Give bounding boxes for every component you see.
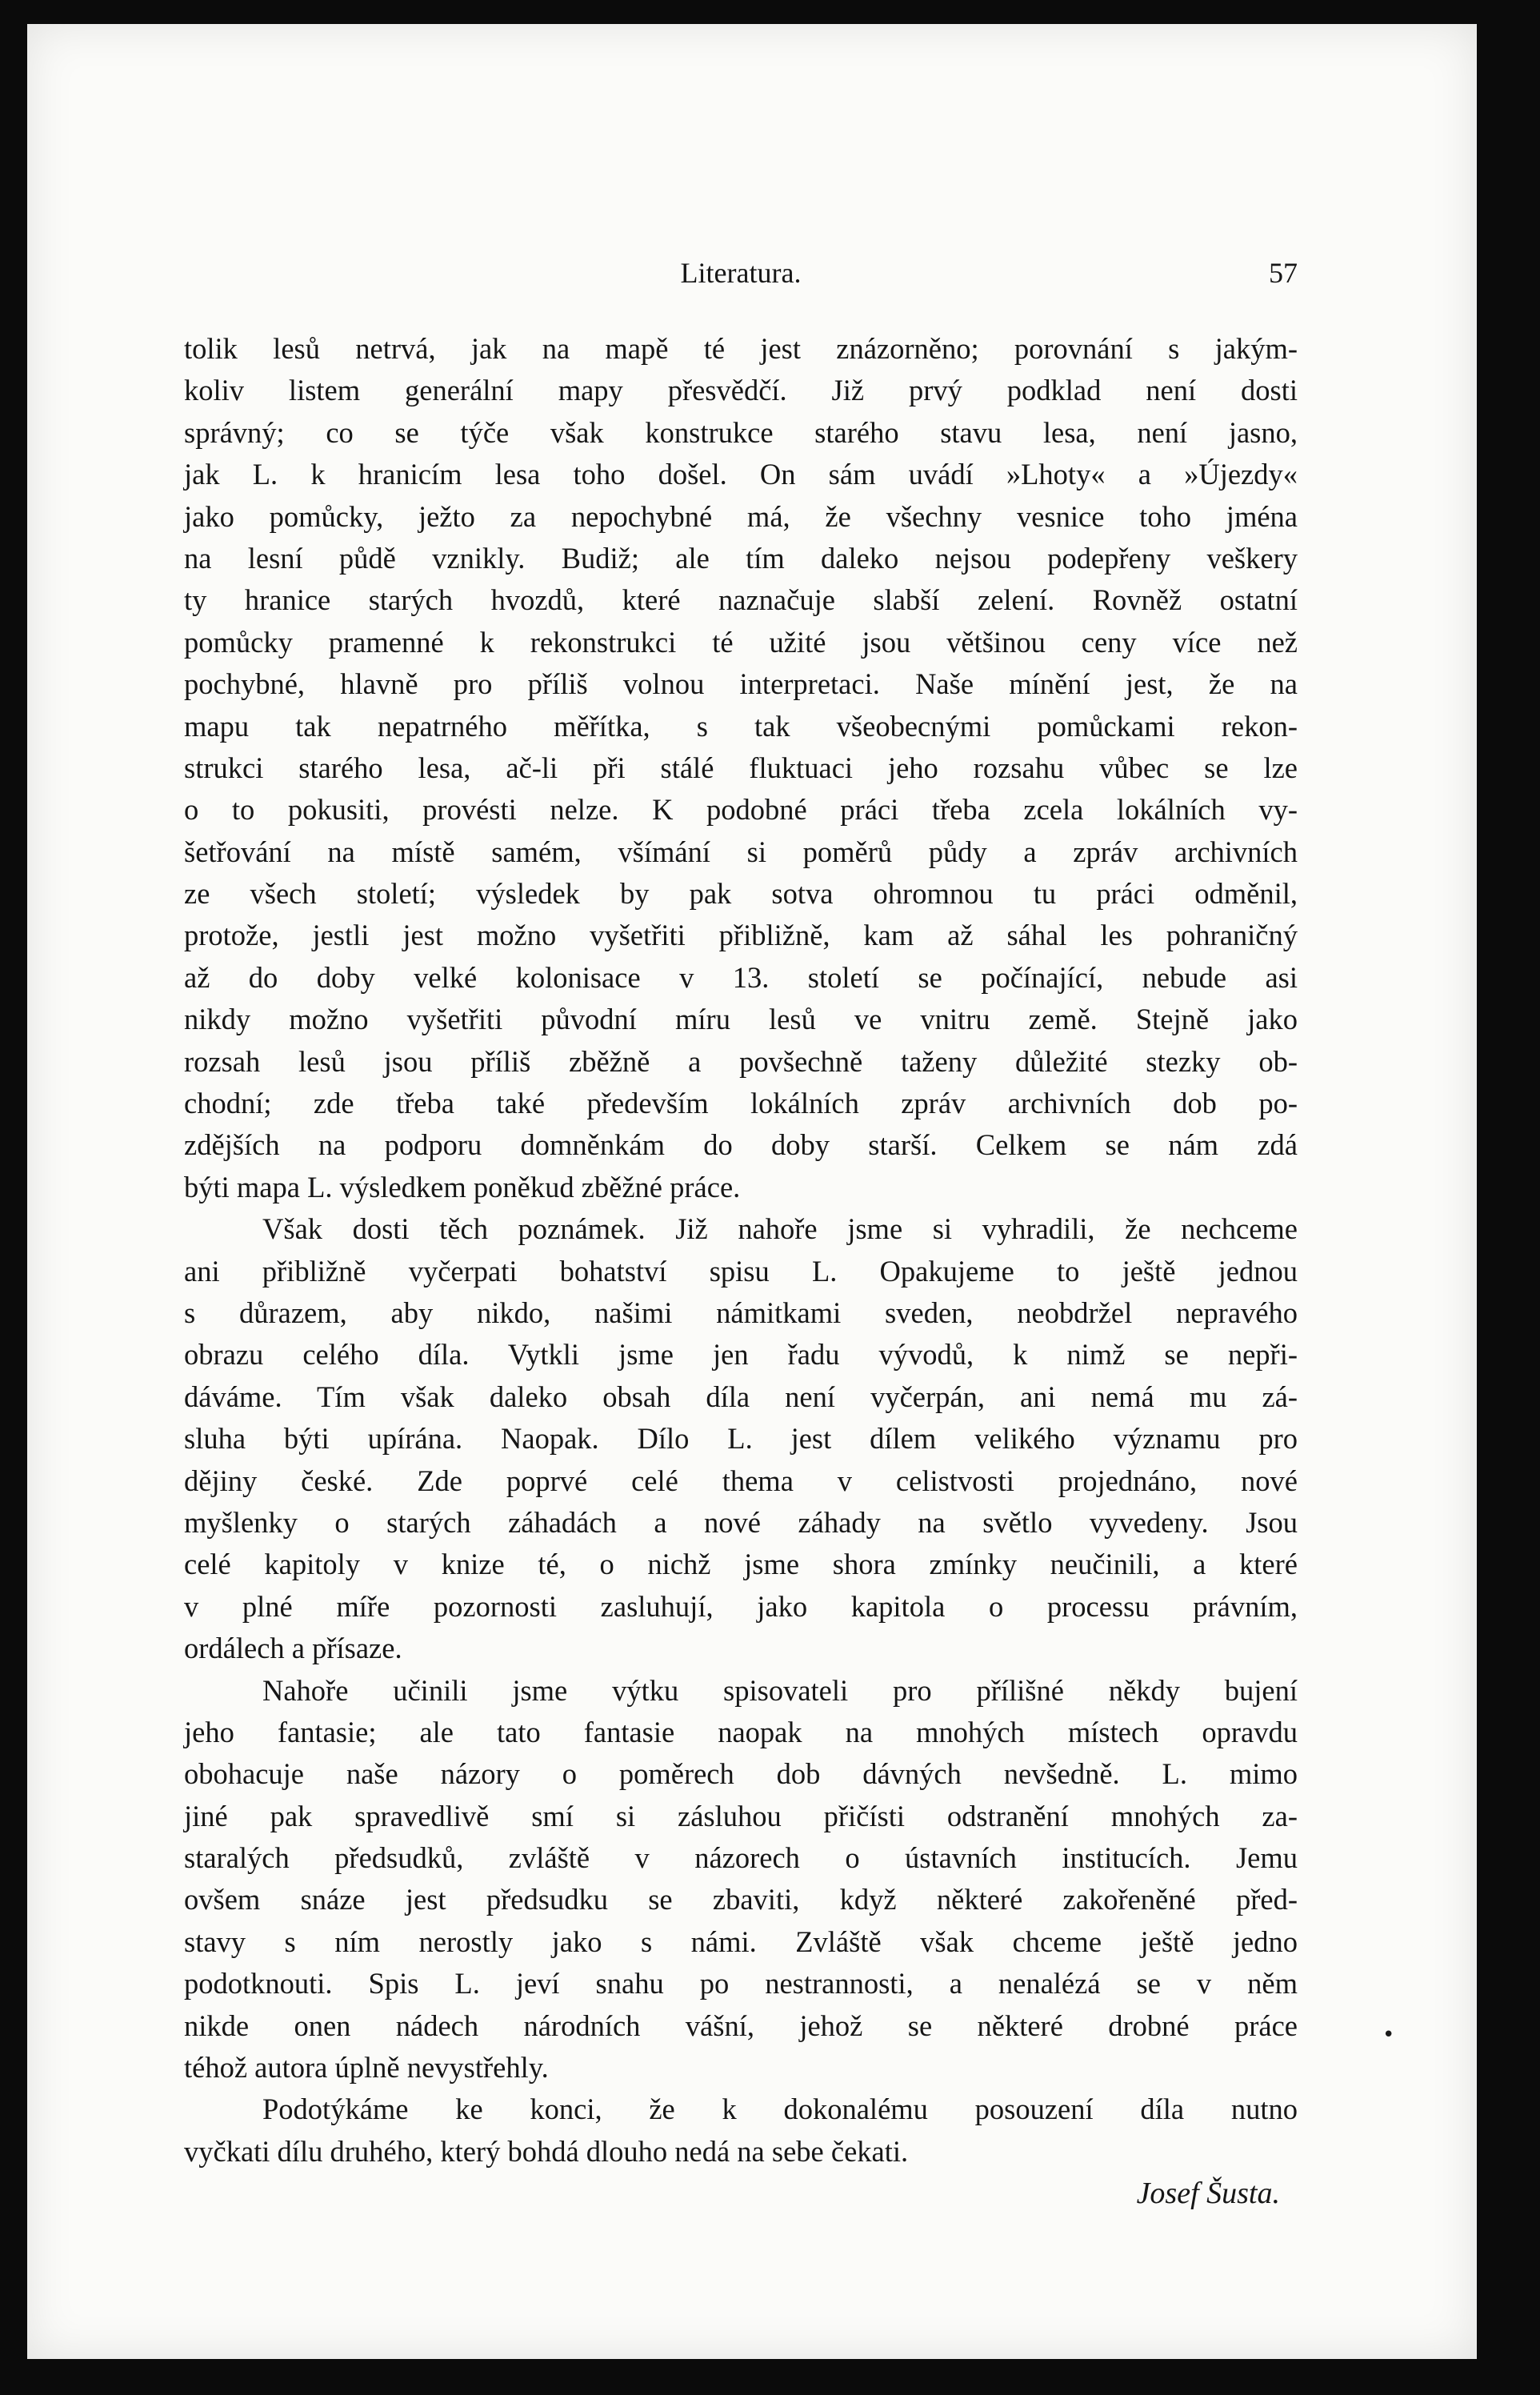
text-line: jiné pak spravedlivě smí si zásluhou přičísti odstranění mnohých za- xyxy=(184,1799,1298,1832)
text-line: správný; co se týče však konstrukce starého stavu lesa, není jasno, xyxy=(184,415,1298,449)
text-line: tolik lesů netrvá, jak na mapě té jest znázorněno; porovnání s jakým- xyxy=(184,332,1298,365)
text-line: podotknouti. Spis L. jeví snahu po nestrannosti, a nenalézá se v něm xyxy=(184,1967,1298,2001)
paragraph xyxy=(184,328,1298,1208)
margin-mark: • xyxy=(1382,2023,1395,2047)
text-line: až do doby velké kolonisace v 13. století se počínající, nebude asi xyxy=(184,960,1298,994)
body-text xyxy=(184,328,1298,2215)
text-line: obohacuje naše názory o poměrech dob dávných nevšedně. L. mimo xyxy=(184,1757,1298,1791)
text-line: pomůcky pramenné k rekonstrukci té užité jsou většinou ceny více než xyxy=(184,625,1298,659)
text-line: s důrazem, aby nikdo, našimi námitkami sveden, neobdržel nepravého xyxy=(184,1296,1298,1329)
text-line: býti mapa L. výsledkem poněkud zběžné práce. xyxy=(184,1170,741,1204)
text-line: ordálech a přísaze. xyxy=(184,1632,402,1665)
text-line: celé kapitoly v knize té, o nichž jsme shora zmínky neučinili, a které xyxy=(184,1548,1298,1581)
page-number: 57 xyxy=(1269,257,1298,289)
text-line: rozsah lesů jsou příliš zběžně a povšechně taženy důležité stezky ob- xyxy=(184,1044,1298,1078)
text-line: protože, jestli jest možno vyšetřiti přibližně, kam až sáhal les pohraničný xyxy=(184,919,1298,952)
text-line: jako pomůcky, ježto za nepochybné má, že všechny vesnice toho jména xyxy=(184,499,1298,533)
text-line: chodní; zde třeba také především lokálních zpráv archivních dob po- xyxy=(184,1087,1298,1120)
text-line: dáváme. Tím však daleko obsah díla není vyčerpán, ani nemá mu zá- xyxy=(184,1380,1298,1413)
text-line: o to pokusiti, provésti nelze. K podobné práci třeba zcela lokálních vy- xyxy=(184,793,1298,827)
text-line: mapu tak nepatrného měřítka, s tak všeobecnými pomůckami rekon- xyxy=(184,709,1298,743)
page-header xyxy=(184,256,1298,296)
text-line: ovšem snáze jest předsudku se zbaviti, když některé zakořeněné před- xyxy=(184,1883,1298,1916)
text-line: koliv listem generální mapy přesvědčí. Již prvý podklad není dosti xyxy=(184,374,1298,407)
text-line: staralých předsudků, zvláště v názorech o ústavních institucích. Jemu xyxy=(184,1841,1298,1875)
text-line: obrazu celého díla. Vytkli jsme jen řadu vývodů, k nimž se nepři- xyxy=(184,1338,1298,1372)
text-line: ty hranice starých hvozdů, které naznačuje slabší zelení. Rovněž ostatní xyxy=(184,583,1298,617)
text-line: nikdy možno vyšetřiti původní míru lesů ve vnitru země. Stejně jako xyxy=(184,1003,1298,1036)
text-line: šetřování na místě samém, všímání si poměrů půdy a zpráv archivních xyxy=(184,835,1298,868)
author-signature: Josef Šusta. xyxy=(1136,2177,1280,2211)
text-line: myšlenky o starých záhadách a nové záhady na světlo vyvedeny. Jsou xyxy=(184,1505,1298,1539)
text-line: Však dosti těch poznámek. Již nahoře jsme si vyhradili, že nechceme xyxy=(262,1212,1298,1246)
text-line: Podotýkáme ke konci, že k dokonalému posouzení díla nutno xyxy=(262,2093,1298,2126)
running-title: Literatura. xyxy=(680,257,802,289)
text-line: ze všech století; výsledek by pak sotva ohromnou tu práci odměnil, xyxy=(184,877,1298,911)
paragraph xyxy=(184,2089,1298,2173)
text-line: stavy s ním nerostly jako s námi. Zvláště však chceme ještě jedno xyxy=(184,1924,1298,1958)
text-line: ani přibližně vyčerpati bohatství spisu L. Opakujeme to ještě jednou xyxy=(184,1254,1298,1288)
text-line: strukci starého lesa, ač-li při stálé fluktuaci jeho rozsahu vůbec se lze xyxy=(184,751,1298,784)
text-line: Nahoře učinili jsme výtku spisovateli pro přílišné někdy bujení xyxy=(262,1673,1298,1707)
paragraph xyxy=(184,1670,1298,2089)
text-line: sluha býti upírána. Naopak. Dílo L. jest dílem velikého významu pro xyxy=(184,1422,1298,1456)
text-line: pochybné, hlavně pro příliš volnou interpretaci. Naše mínění jest, že na xyxy=(184,667,1298,701)
text-line: jak L. k hranicím lesa toho došel. On sám uvádí »Lhoty« a »Újezdy« xyxy=(184,458,1298,491)
text-line: zdějších na podporu domněnkám do doby starší. Celkem se nám zdá xyxy=(184,1128,1298,1162)
text-line: jeho fantasie; ale tato fantasie naopak na mnohých místech opravdu xyxy=(184,1715,1298,1748)
text-line: nikde onen nádech národních vášní, jehož se některé drobné práce xyxy=(184,2009,1298,2042)
text-line: dějiny české. Zde poprvé celé thema v celistvosti projednáno, nové xyxy=(184,1464,1298,1497)
text-line: vyčkati dílu druhého, který bohdá dlouho nedá na sebe čekati. xyxy=(184,2134,909,2168)
text-line: na lesní půdě vznikly. Budiž; ale tím daleko nejsou podepřeny veškery xyxy=(184,541,1298,575)
text-line: téhož autora úplně nevystřehly. xyxy=(184,2051,549,2085)
text-line: v plné míře pozornosti zasluhují, jako kapitola o processu právním, xyxy=(184,1589,1298,1623)
paragraph xyxy=(184,1208,1298,1669)
